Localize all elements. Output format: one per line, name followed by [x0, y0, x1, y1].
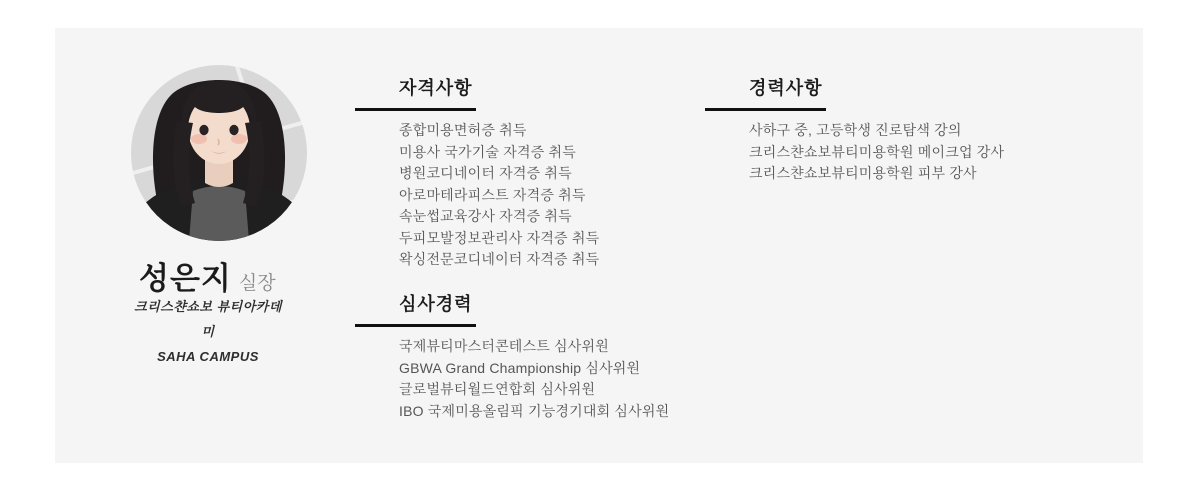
list-item: GBWA Grand Championship 심사위원	[399, 359, 641, 376]
org-signature	[133, 294, 283, 369]
section-heading-judging: 심사경력	[355, 290, 476, 327]
list-item: 아로마테라피스트 자격증 취득	[399, 186, 586, 203]
portrait-illustration	[131, 65, 307, 241]
list-item: 사하구 중, 고등학생 진로탐색 강의	[749, 122, 962, 138]
org-name: 크리스챤쇼보 뷰티아카데미	[134, 299, 282, 339]
list-item: 미용사 국가기술 자격증 취득	[399, 143, 576, 160]
qualifications-list	[355, 120, 599, 271]
list-item: 왁싱전문코디네이터 자격증 취득	[399, 251, 600, 267]
list-item: 글로벌뷰티월드연합회 심사위원	[399, 381, 596, 397]
section-qualifications	[355, 74, 599, 271]
list-item: 크리스챤쇼보뷰티미용학원 피부 강사	[749, 165, 977, 181]
section-heading-qualifications: 자격사항	[355, 74, 476, 111]
list-item: 종합미용면허증 취득	[399, 122, 527, 138]
list-item: IBO 국제미용올림픽 기능경기대회 심사위원	[399, 402, 670, 419]
section-career	[705, 74, 1004, 185]
person-title: 실장	[238, 273, 276, 294]
profile-photo	[131, 65, 307, 241]
section-judging	[355, 290, 669, 422]
section-heading-career: 경력사항	[705, 74, 826, 111]
career-list	[705, 120, 1004, 185]
judging-list	[355, 336, 669, 422]
list-item: 두피모발정보관리사 자격증 취득	[399, 229, 600, 246]
list-item: 속눈썹교육강사 자격증 취득	[399, 208, 572, 224]
name-row	[139, 253, 276, 298]
list-item: 병원코디네이터 자격증 취득	[399, 165, 572, 181]
list-item: 국제뷰티마스터콘테스트 심사위원	[399, 338, 609, 354]
person-name: 성은지	[139, 261, 232, 296]
org-campus: SAHA CAMPUS	[157, 349, 259, 364]
list-item: 크리스챤쇼보뷰티미용학원 메이크업 강사	[749, 143, 1005, 160]
profile-card	[55, 28, 1143, 463]
